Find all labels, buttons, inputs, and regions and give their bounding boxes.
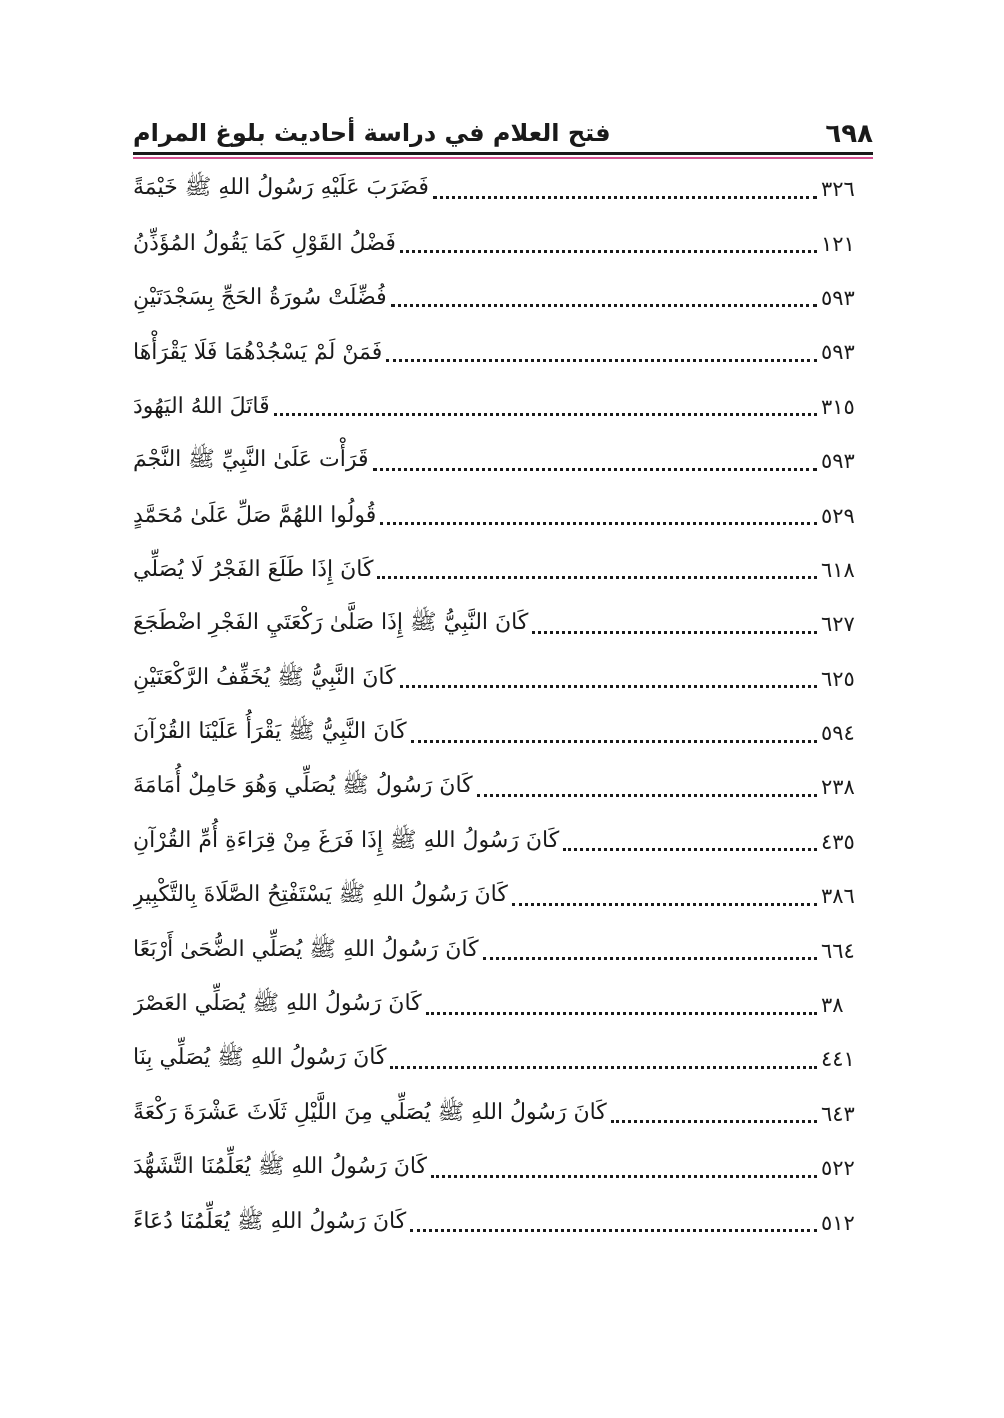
dot-leader [391,304,817,307]
index-entry [133,1032,873,1086]
index-entry [133,760,873,814]
entry-text: كَانَ رَسُولُ اللهِ ﷺ يَسْتَفْتِحُ الصَّلَاةَ بِالتَّكْبِيرِ [133,882,508,908]
entry-text: كَانَ رَسُولُ اللهِ ﷺ يُصَلِّي بِنَا [133,1045,387,1071]
entry-page-number: ٦٢٧ [821,612,855,637]
entry-text: كَانَ النَّبِيُّ ﷺ يُخَفِّفُ الرَّكْعَتَيْنِ [133,664,396,690]
dot-leader [380,522,817,525]
entry-text: قُولُوا اللهُمَّ صَلِّ عَلَىٰ مُحَمَّدٍ [133,503,377,529]
dot-leader [373,468,817,471]
index-entry [133,543,873,597]
dot-leader [477,794,817,797]
book-title: فتح العلام في دراسة أحاديث بلوغ المرام [133,119,611,147]
entry-text: كَانَ رَسُولُ ﷺ يُصَلِّي وَهُوَ حَامِلٌ أُمَامَةَ [133,773,473,799]
entry-page-number: ٦١٨ [821,557,855,582]
index-entry [133,978,873,1032]
entry-text: فَمَنْ لَمْ يَسْجُدْهُمَا فَلَا يَقْرَأْهَا [133,339,383,365]
dot-leader [386,359,817,362]
dot-leader [563,848,817,851]
index-entry [133,652,873,706]
dot-leader [400,250,817,253]
dot-leader [411,740,817,743]
entry-page-number: ٣٢٦ [821,177,855,202]
index-entry [133,271,873,325]
dot-leader [410,1229,817,1232]
index-entry [133,434,873,488]
header-rule-dark [133,152,873,155]
dot-leader [431,1175,817,1178]
entry-page-number: ٥٩٣ [821,285,855,310]
entry-text: كَانَ رَسُولُ اللهِ ﷺ يُعَلِّمُنَا التَّشَهُّدَ [133,1154,428,1180]
entry-page-number: ٤٤١ [821,1047,855,1072]
entry-page-number: ٣٨ [821,993,844,1018]
entry-text: كَانَ النَّبِيُّ ﷺ إِذَا صَلَّىٰ رَكْعَتَيِ الفَجْرِ اضْطَجَعَ [133,610,529,636]
index-entry [133,488,873,542]
page-number: ٦٩٨ [825,119,873,149]
index-entry [133,1141,873,1195]
entry-text: كَانَ رَسُولُ اللهِ ﷺ يُصَلِّي العَصْرَ [133,991,422,1017]
hadith-index-list [133,162,873,1250]
entry-text: كَانَ رَسُولُ اللهِ ﷺ إِذَا فَرَغَ مِنْ قِرَاءَةِ أُمِّ القُرْآنِ [133,827,560,853]
entry-page-number: ٦٦٤ [821,938,855,963]
dot-leader [390,1066,817,1069]
index-entry [133,1195,873,1249]
dot-leader [274,413,817,416]
index-entry [133,162,873,216]
dot-leader [433,196,817,199]
dot-leader [400,685,817,688]
entry-page-number: ٣١٥ [821,394,855,419]
index-entry [133,923,873,977]
index-entry [133,1087,873,1141]
entry-text: كَانَ رَسُولُ اللهِ ﷺ يُصَلِّي مِنَ اللَّيْلِ ثَلَاثَ عَشْرَةَ رَكْعَةً [133,1099,607,1125]
entry-page-number: ٥٩٣ [821,449,855,474]
dot-leader [532,631,817,634]
dot-leader [611,1120,817,1123]
dot-leader [483,957,817,960]
entry-page-number: ٦٢٥ [821,666,855,691]
dot-leader [426,1012,817,1015]
index-entry [133,216,873,270]
entry-text: فَضْلُ القَوْلِ كَمَا يَقُولُ المُؤَذِّنُ [133,231,396,257]
entry-text: كَانَ النَّبِيُّ ﷺ يَقْرَأُ عَلَيْنَا القُرْآنَ [133,719,407,745]
index-entry [133,706,873,760]
entry-text: قَاتَلَ اللهُ اليَهُودَ [133,394,270,420]
entry-text: فَضَرَبَ عَلَيْهِ رَسُولُ اللهِ ﷺ خَيْمَةً [133,175,429,201]
entry-text: كَانَ رَسُولُ اللهِ ﷺ يُعَلِّمُنَا دُعَاءً [133,1208,407,1234]
entry-text: قَرَأْت عَلَىٰ النَّبِيِّ ﷺ النَّجْمَ [133,447,369,473]
entry-page-number: ٥١٢ [821,1210,855,1235]
entry-page-number: ٣٨٦ [821,884,855,909]
entry-page-number: ١٢١ [821,231,855,256]
entry-page-number: ٥٢٩ [821,503,855,528]
index-entry [133,325,873,379]
entry-text: فُضِّلَتْ سُورَةُ الحَجِّ بِسَجْدَتَيْنِ [133,285,387,311]
entry-page-number: ٦٤٣ [821,1101,855,1126]
entry-text: كَانَ رَسُولُ اللهِ ﷺ يُصَلِّي الضُّحَىٰ أَرْبَعًا [133,936,479,962]
entry-page-number: ٥٢٢ [821,1156,855,1181]
dot-leader [512,903,817,906]
index-entry [133,815,873,869]
entry-page-number: ٥٩٣ [821,340,855,365]
page-header [133,115,873,151]
index-entry [133,380,873,434]
dot-leader [377,576,817,579]
header-rule-pink [133,157,873,159]
entry-page-number: ٥٩٤ [821,721,855,746]
index-entry [133,869,873,923]
entry-page-number: ٢٣٨ [821,775,855,800]
entry-text: كَانَ إِذَا طَلَعَ الفَجْرُ لَا يُصَلِّي [133,557,374,583]
entry-page-number: ٤٣٥ [821,829,855,854]
index-entry [133,597,873,651]
